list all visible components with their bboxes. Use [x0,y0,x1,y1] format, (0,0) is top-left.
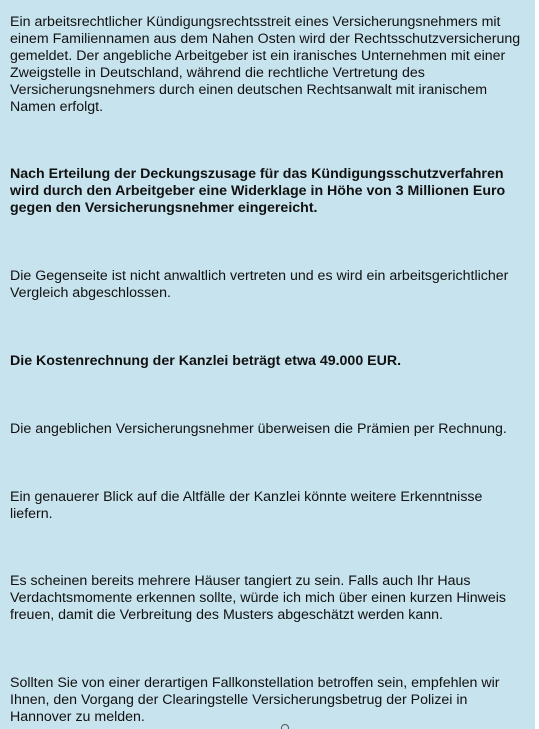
paragraph-cost-invoice: Die Kostenrechnung der Kanzlei beträgt etwa 49.000 EUR. [10,353,402,369]
paragraph-other-insurers: Es scheinen bereits mehrere Häuser tangiert zu sein. Falls auch Ihr Haus Verdachtsmomente erkennen sollte, würde ich mich über einen kurzen Hinweis freuen, damit die Verbreitung des Musters abgeschätzt werden kann. [10,573,507,623]
cursor-ring-icon [281,724,289,729]
paragraph-counterclaim: Nach Erteilung der Deckungszusage für das Kündigungsschutzverfahren wird durch den Arbeitgeber eine Widerklage in Höhe von 3 Millionen Euro gegen den Versicherungsnehmer eingereicht. [10,166,506,216]
paragraph-old-cases: Ein genauerer Blick auf die Altfälle der Kanzlei könnte weitere Erkenntnisse liefern. [10,489,483,522]
paragraph-report-request: Sollten Sie von einer derartigen Fallkonstellation betroffen sein, empfehlen wir Ihnen, den Vorgang der Clearingstelle Versicherungsbetrug der Polizei in Hannover zu melden. [10,675,500,725]
paragraph-settlement: Die Gegenseite ist nicht anwaltlich vertreten und es wird ein arbeitsgerichtlicher Vergleich abgeschlossen. [10,268,509,301]
page-edge [535,0,539,729]
paragraph-premium-payment: Die angeblichen Versicherungsnehmer überweisen die Prämien per Rechnung. [10,421,507,437]
paragraph-case-description: Ein arbeitsrechtlicher Kündigungsrechtsstreit eines Versicherungsnehmers mit einem Familiennamen aus dem Nahen Osten wird der Rechtsschutzversicherung gemeldet. Der angebliche Arbeitgeber ist ein iranisches Unternehmen mit einer Zweigstelle in Deutschland, während die rechtliche Vertretung des Versicherungsnehmers durch einen deutschen Rechtsanwalt mit iranischem Namen erfolgt. [10,14,521,115]
